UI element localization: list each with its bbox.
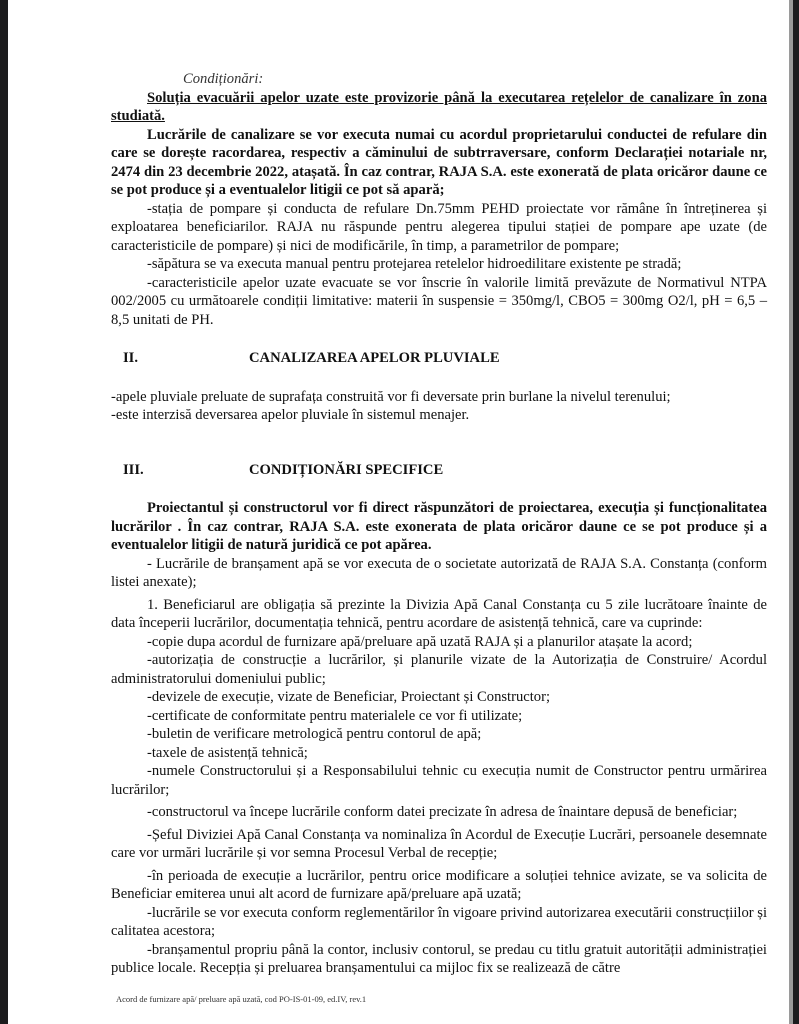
- document-content: [111, 70, 767, 978]
- section-2-number: II.: [123, 350, 139, 366]
- section-2-title: CANALIZAREA APELOR PLUVIALE: [249, 350, 500, 366]
- section-3-item: -devizele de execuție, vizate de Beneficiar, Proiectant și Constructor;: [147, 689, 551, 705]
- section-3-item: -constructorul va începe lucrările conform datei precizate în adresa de înaintare depusă de beneficiar;: [147, 804, 738, 820]
- section-3-item: -certificate de conformitate pentru materialele ce vor fi utilizate;: [147, 707, 523, 724]
- section-3-item: -Șeful Diviziei Apă Canal Constanța va nominaliza în Acordul de Execuție Lucrări, persoanele desemnate care vor urmări lucrările și vor semna Procesul Verbal de recepție;: [111, 826, 767, 861]
- lucrarile-canalizare-paragraph: Lucrările de canalizare se vor executa numai cu acordul proprietarului conductei de refulare din care se dorește racordarea, respectiv a căminului de subtrraversare, conform Declarației notariale nr, 2474 din 23 decembrie 2022, atașată. În caz contrar, RAJA S.A. este exonerată de plata oricăror daune ce se pot produce și a eventualelor litigii ce pot să apară;: [111, 126, 767, 198]
- section-3-item: -copie dupa acordul de furnizare apă/preluare apă uzată RAJA și a planurilor atașate la acord;: [147, 633, 693, 650]
- section-3-item: -buletin de verificare metrologică pentru contorul de apă;: [147, 726, 482, 742]
- conditionari-title: Condiționări:: [183, 71, 264, 87]
- section-2-item: -este interzisă deversarea apelor pluviale în sistemul menajer.: [111, 407, 470, 423]
- solutia-paragraph: Soluția evacuării apelor uzate este provizorie până la executarea rețelelor de canalizare în zona studiată.: [111, 89, 767, 124]
- section-3-title: CONDIȚIONĂRI SPECIFICE: [249, 461, 444, 478]
- document-footer: Acord de furnizare apă/ preluare apă uzată, cod PO-IS-01-09, ed.IV, rev.1: [116, 994, 367, 1004]
- section-3-item: -taxele de asistență tehnică;: [147, 744, 308, 761]
- section-2-item: -apele pluviale preluate de suprafața construită vor fi deversate prin burlane la nivelul terenului;: [111, 388, 671, 405]
- section-2-heading: [111, 349, 767, 368]
- sapatura-paragraph: -săpătura se va executa manual pentru protejarea retelelor hidroedilitare existente pe stradă;: [147, 256, 682, 272]
- section-3-item: -în perioada de execuție a lucrărilor, pentru orice modificare a soluției tehnice avizate, se va solicita de Beneficiar emiterea unui alt acord de furnizare apă/preluare apă uzată;: [111, 867, 767, 902]
- statia-pompare-paragraph: -stația de pompare și conducta de refulare Dn.75mm PEHD proiectate vor rămâne în întreținerea și exploatarea beneficiarilor. RAJA nu răspunde pentru alegerea tipului stației de pompare ape uzate (de caracteristicile de pompare) și nici de modificările, în timp, a parametrilor de pompare;: [111, 200, 767, 254]
- section-3-item: -numele Constructorului și a Responsabilului tehnic cu execuția numit de Constructor pentru urmărirea lucrărilor;: [111, 763, 767, 798]
- caracteristicile-paragraph: -caracteristicile apelor uzate evacuate se vor înscrie în valorile limită prevăzute de Normativul NTPA 002/2005 cu următoarele condiții limitative: materii în suspensie = 350mg/l, CBO5 = 300mg O2/l, pH = 6,5 – 8,5 unitati de PH.: [111, 274, 767, 328]
- section-3-item: -autorizația de construcție a lucrărilor, și planurile vizate de la Autorizația de Construire/ Acordul administratorului domeniului public;: [111, 652, 767, 687]
- section-3-item: -lucrările se vor executa conform reglementărilor în vigoare privind autorizarea executării construcțiilor și calitatea acestora;: [111, 904, 767, 939]
- section-3-item: - Lucrările de branșament apă se vor executa de o societate autorizată de RAJA S.A. Constanța (conform listei anexate);: [111, 555, 767, 590]
- section-3-item: 1. Beneficiarul are obligația să prezinte la Divizia Apă Canal Constanța cu 5 zile lucrătoare înainte de data începerii lucrărilor, documentația tehnică, pentru acordare de asistență tehnică, care va cuprinde:: [111, 596, 767, 631]
- section-3-number: III.: [123, 461, 144, 478]
- section-3-heading: [111, 461, 767, 480]
- section-3-bold-paragraph: Proiectantul și constructorul vor fi direct răspunzători de proiectarea, execuția și funcționalitatea lucrărilor . În caz contrar, RAJA S.A. este exonerata de plata oricăror daune ce se pot produce și a eventualelor litigii de natură juridică ce pot apărea.: [111, 500, 767, 553]
- page-edge: [789, 0, 793, 1024]
- section-3-item: -branșamentul propriu până la contor, inclusiv contorul, se predau cu titlu gratuit autorității administrației publice locale. Recepția și preluarea branșamentului ca mijloc fix se realizează de către: [111, 941, 767, 976]
